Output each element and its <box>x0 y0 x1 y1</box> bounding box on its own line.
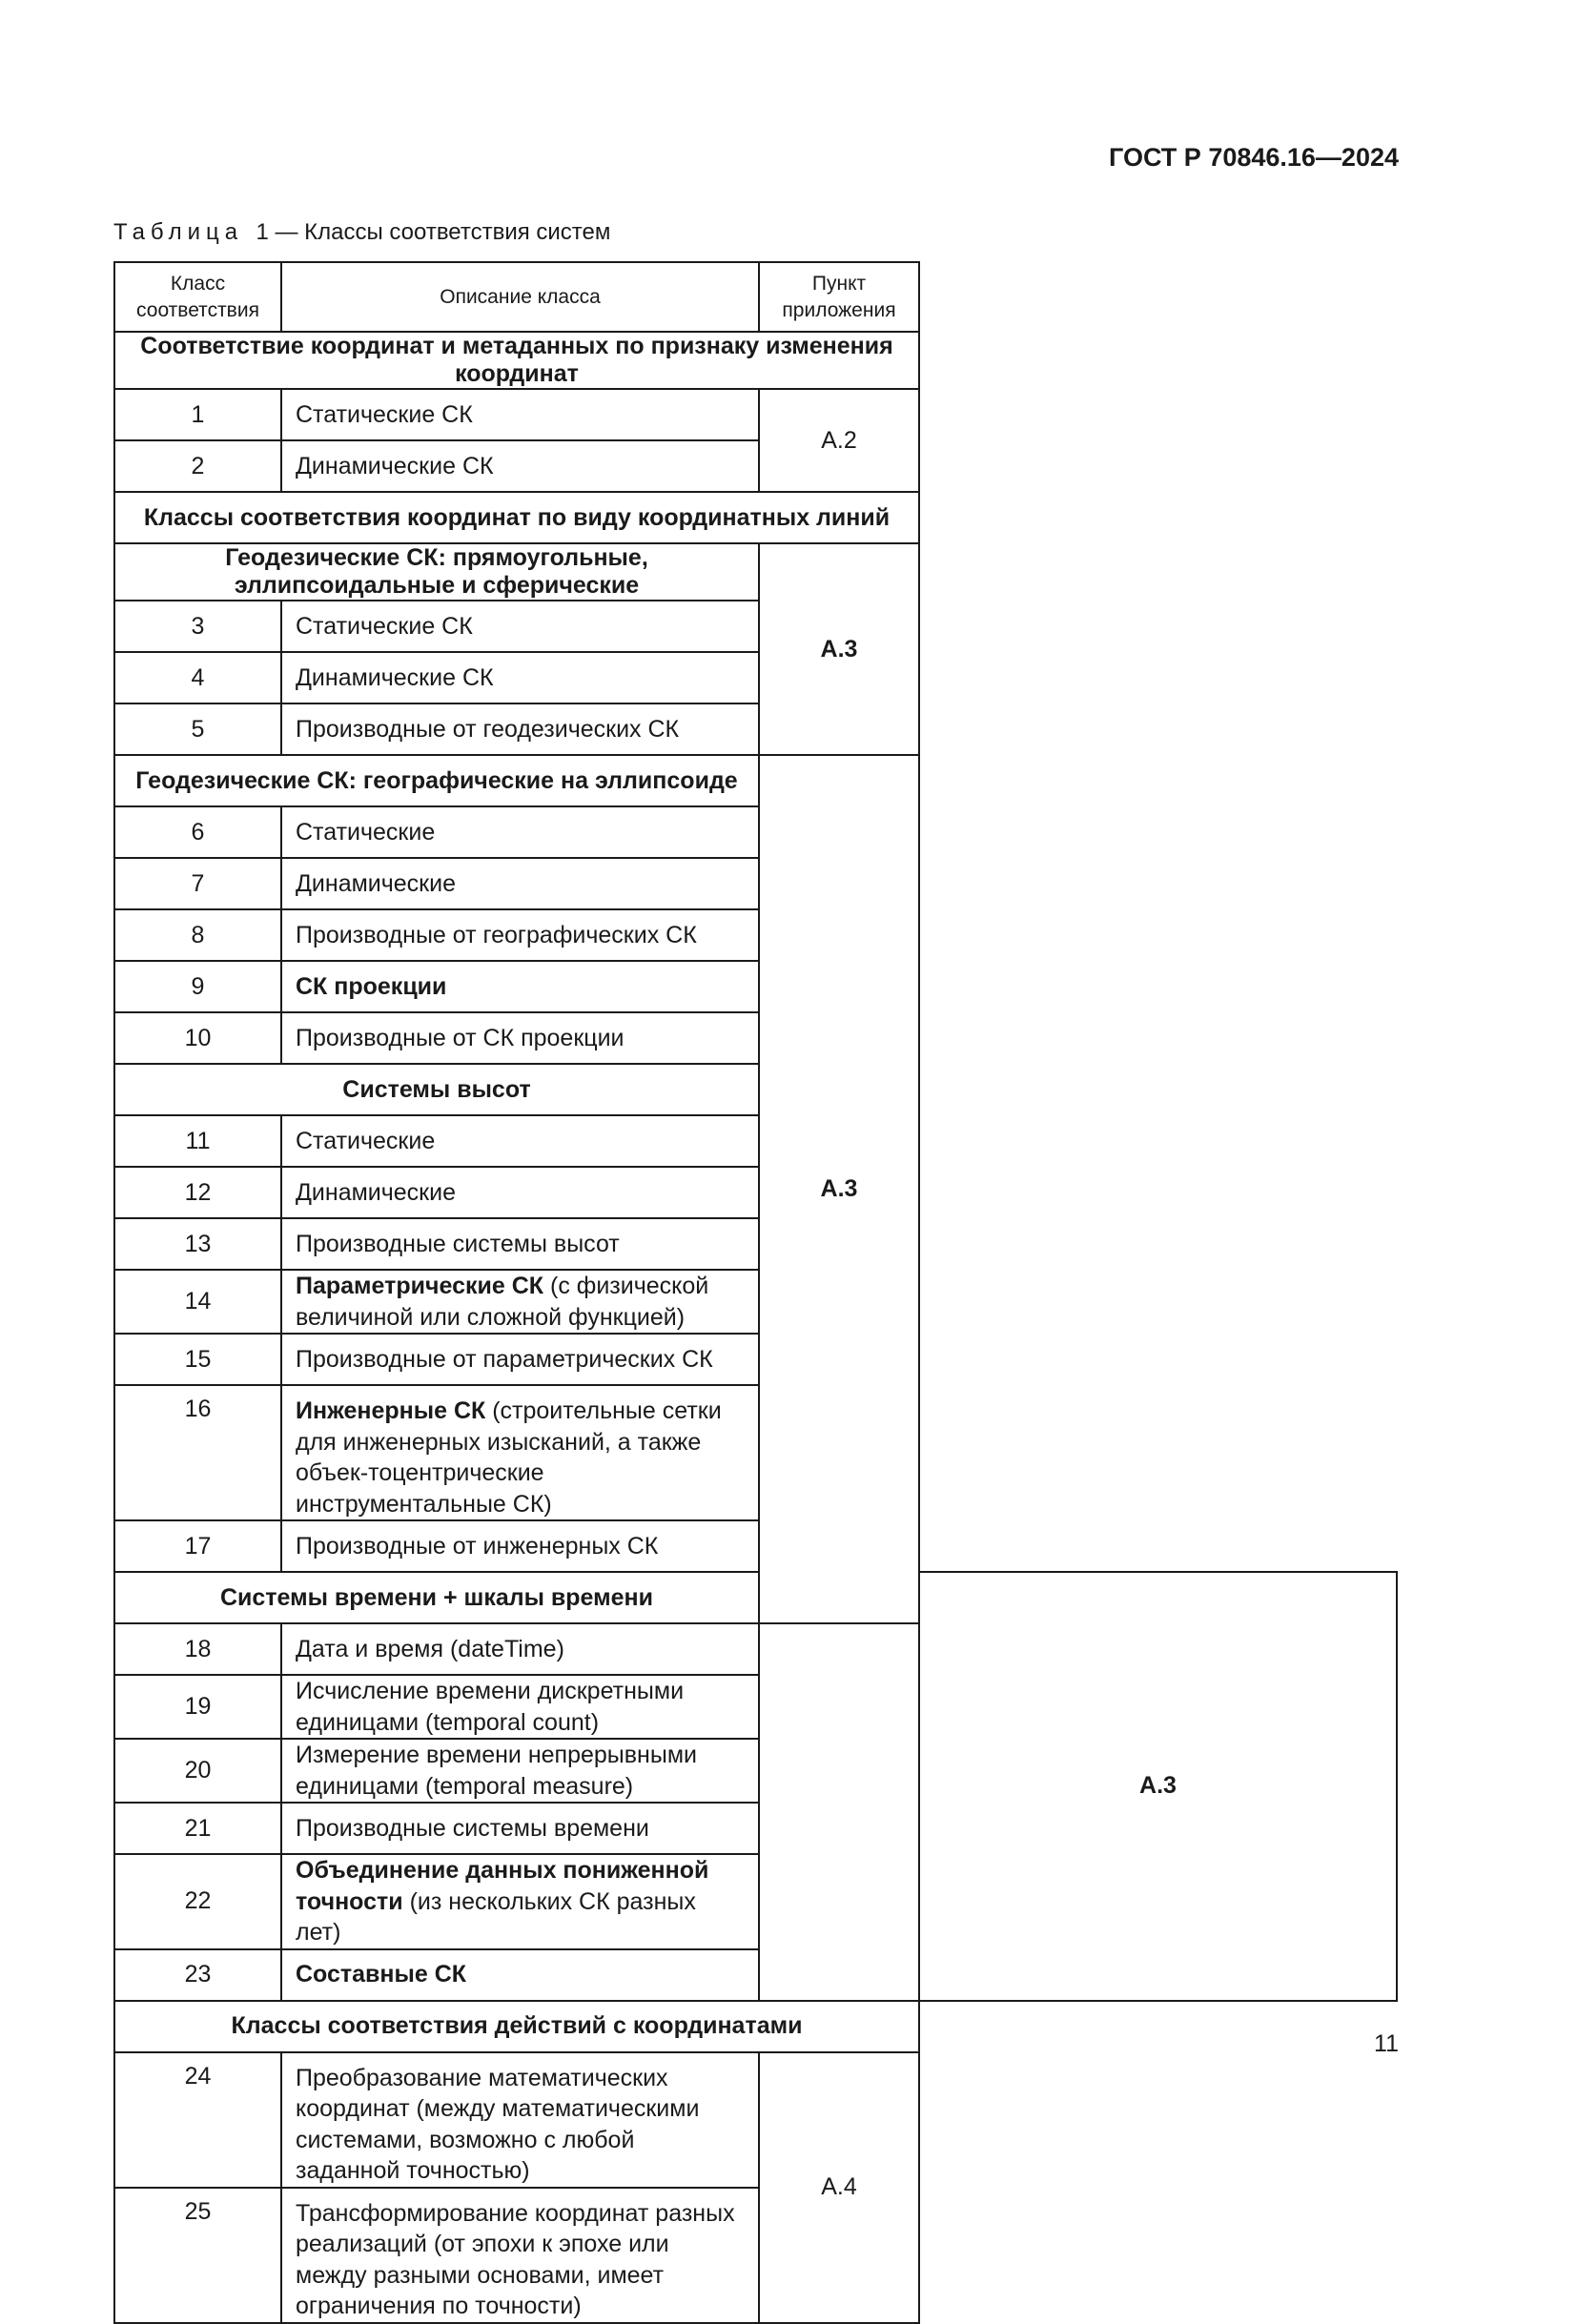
table-row <box>114 1012 1397 1064</box>
description-bold: Составные СК <box>296 1961 467 1988</box>
class-number: 24 <box>114 2052 281 2188</box>
description-text: Измерение времени непрерывными единицами (temporal measure) <box>296 1742 697 1800</box>
description-bold: Параметрические СК <box>296 1273 544 1299</box>
table-caption <box>113 219 610 246</box>
description-text: Производные от географических СК <box>296 921 697 948</box>
description-text: Преобразование математических координат (между математическими системами, возможно с любой заданной точностью) <box>296 2064 700 2184</box>
class-number: 4 <box>114 652 281 703</box>
section-header-row <box>114 1572 1397 1623</box>
section-title: Геодезические СК: географические на эллипсоиде <box>114 755 759 806</box>
class-description <box>281 1949 759 2001</box>
class-description <box>281 2052 759 2188</box>
class-number: 21 <box>114 1803 281 1854</box>
description-text: Трансформирование координат разных реализаций (от эпохи к эпохе или между разными основами, имеет ограничения по точности) <box>296 2199 735 2319</box>
table-row <box>114 1115 1397 1167</box>
class-description <box>281 1675 759 1739</box>
class-number: 1 <box>114 389 281 440</box>
description-text: Статические <box>296 818 436 846</box>
description-text: Статические СК <box>296 400 473 428</box>
page-number: 11 <box>1374 2030 1399 2057</box>
class-number: 14 <box>114 1270 281 1334</box>
section-title: Системы времени + шкалы времени <box>114 1572 759 1623</box>
description-text: Динамические СК <box>296 663 494 691</box>
table-row <box>114 858 1397 909</box>
class-description <box>281 389 759 440</box>
description-text: Производные от параметрических СК <box>296 1345 713 1373</box>
class-number: 9 <box>114 961 281 1012</box>
section-title: Геодезические СК: прямоугольные, эллипсоидальные и сферические <box>114 543 759 601</box>
annex-reference: А.3 <box>759 755 919 1623</box>
class-description <box>281 1167 759 1218</box>
description-bold: Инженерные СК <box>296 1397 486 1424</box>
column-header-description: Описание класса <box>281 262 759 332</box>
class-description <box>281 909 759 961</box>
class-number: 23 <box>114 1949 281 2001</box>
class-number: 10 <box>114 1012 281 1064</box>
table-row <box>114 1385 1397 1520</box>
class-number: 19 <box>114 1675 281 1739</box>
description-text: Дата и время (dateTime) <box>296 1635 564 1662</box>
description-text: Производные от СК проекции <box>296 1024 625 1051</box>
description-bold: Объединение данных пониженной точности <box>296 1857 709 1915</box>
class-number: 16 <box>114 1385 281 1520</box>
class-number: 12 <box>114 1167 281 1218</box>
table-row <box>114 961 1397 1012</box>
table-row <box>114 909 1397 961</box>
class-number: 3 <box>114 601 281 652</box>
table-row <box>114 652 1397 703</box>
table-row <box>114 1218 1397 1270</box>
description-text: Производные системы высот <box>296 1230 620 1257</box>
class-description <box>281 1218 759 1270</box>
table-row <box>114 389 1397 440</box>
class-description <box>281 1385 759 1520</box>
description-text: Динамические <box>296 1178 456 1206</box>
class-description <box>281 1803 759 1854</box>
description-text: (из нескольких СК разных лет) <box>296 1887 696 1946</box>
standard-designation: ГОСТ Р 70846.16—2024 <box>1109 143 1399 172</box>
class-number: 17 <box>114 1520 281 1572</box>
class-description <box>281 703 759 755</box>
class-description <box>281 652 759 703</box>
table-row <box>114 2052 1397 2188</box>
annex-reference: А.3 <box>919 1572 1397 2001</box>
class-number: 15 <box>114 1334 281 1385</box>
class-description <box>281 2188 759 2323</box>
section-header-row <box>114 2001 1397 2052</box>
description-text: Статические <box>296 1127 436 1154</box>
description-text: Динамические СК <box>296 452 494 479</box>
class-number: 6 <box>114 806 281 858</box>
class-number: 2 <box>114 440 281 492</box>
table-row <box>114 806 1397 858</box>
annex-reference: А.3 <box>759 543 919 755</box>
class-description <box>281 858 759 909</box>
description-text: (строительные сетки для инженерных изысканий, а также объек-тоцентрические инструментальные СК) <box>296 1397 722 1518</box>
section-title: Соответствие координат и метаданных по признаку изменения координат <box>114 332 919 389</box>
table-row <box>114 1520 1397 1572</box>
section-header-row <box>114 1064 1397 1115</box>
section-header-row <box>114 492 1397 543</box>
class-description <box>281 1115 759 1167</box>
class-number: 8 <box>114 909 281 961</box>
class-description <box>281 601 759 652</box>
section-header-row <box>114 543 1397 601</box>
section-header-row <box>114 755 1397 806</box>
section-header-row <box>114 332 1397 389</box>
annex-reference: А.2 <box>759 389 919 492</box>
table-row <box>114 2188 1397 2323</box>
class-description <box>281 1270 759 1334</box>
conformance-classes-table <box>113 261 1398 2324</box>
description-bold: СК проекции <box>296 972 447 1000</box>
description-text: Производные от геодезических СК <box>296 715 680 743</box>
table-row <box>114 440 1397 492</box>
class-description <box>281 806 759 858</box>
class-number: 18 <box>114 1623 281 1675</box>
caption-label: Таблица <box>113 219 244 245</box>
table-row <box>114 1270 1397 1334</box>
table-row <box>114 1167 1397 1218</box>
class-number: 13 <box>114 1218 281 1270</box>
table-header-row <box>114 262 1397 332</box>
description-text: Исчисление времени дискретными единицами (temporal count) <box>296 1678 685 1736</box>
section-title: Классы соответствия координат по виду координатных линий <box>114 492 919 543</box>
class-number: 7 <box>114 858 281 909</box>
table-row <box>114 1334 1397 1385</box>
class-description <box>281 961 759 1012</box>
caption-text: 1 — Классы соответствия систем <box>256 219 611 245</box>
description-text: Статические СК <box>296 612 473 640</box>
annex-reference: А.4 <box>759 2052 919 2323</box>
class-number: 20 <box>114 1739 281 1803</box>
description-text: Производные от инженерных СК <box>296 1532 659 1560</box>
section-title: Системы высот <box>114 1064 759 1115</box>
class-number: 5 <box>114 703 281 755</box>
class-number: 11 <box>114 1115 281 1167</box>
table-row <box>114 703 1397 755</box>
description-text: (с физической величиной или сложной функцией) <box>296 1273 709 1331</box>
section-title: Классы соответствия действий с координатами <box>114 2001 919 2052</box>
description-text: Динамические <box>296 869 456 897</box>
class-description <box>281 1739 759 1803</box>
class-description <box>281 1520 759 1572</box>
description-text: Производные системы времени <box>296 1814 649 1842</box>
class-number: 25 <box>114 2188 281 2323</box>
class-description <box>281 1012 759 1064</box>
class-description <box>281 1854 759 1949</box>
column-header-annex: Пункт приложения <box>759 262 919 332</box>
class-number: 22 <box>114 1854 281 1949</box>
class-description <box>281 1623 759 1675</box>
class-description <box>281 1334 759 1385</box>
column-header-class: Класс соответствия <box>114 262 281 332</box>
class-description <box>281 440 759 492</box>
table-row <box>114 601 1397 652</box>
